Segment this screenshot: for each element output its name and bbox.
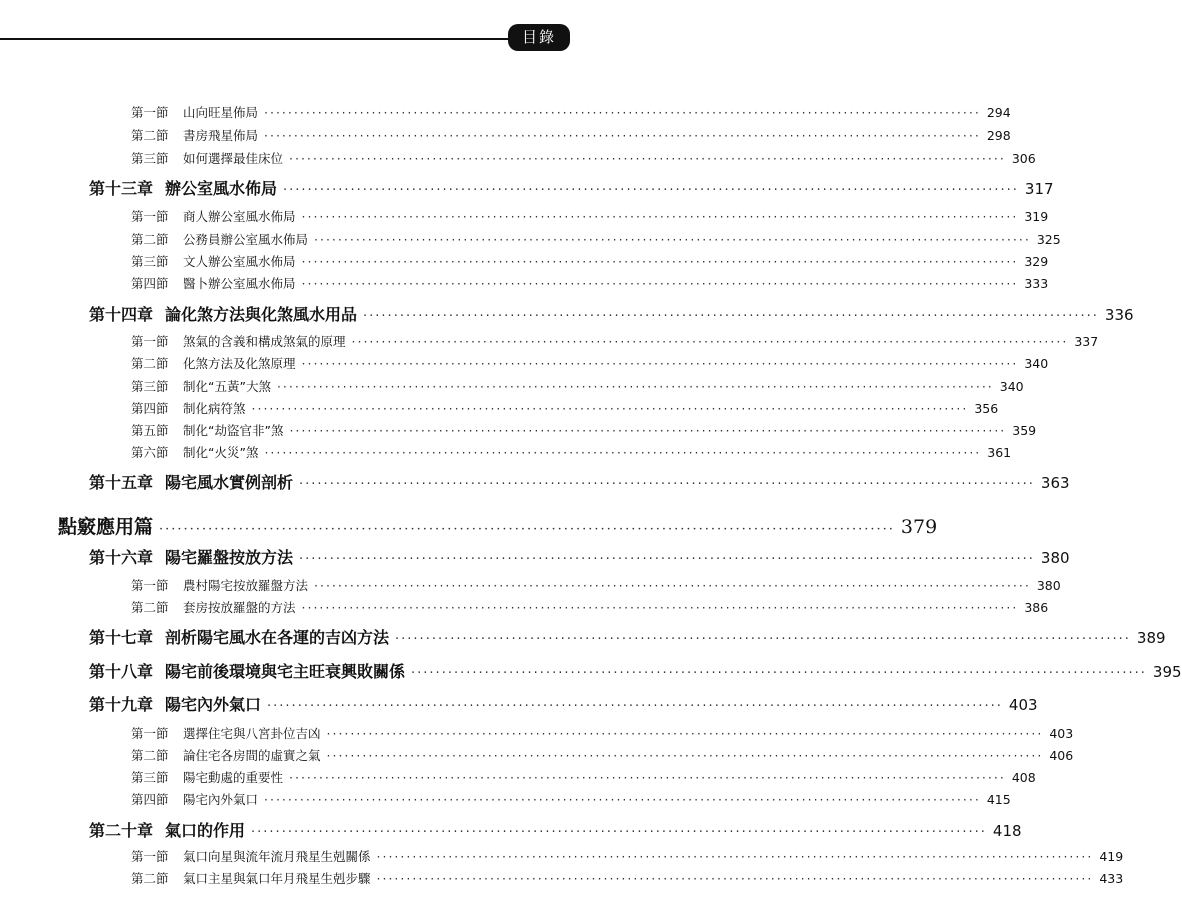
chapter-title: 論化煞方法與化煞風水用品 xyxy=(165,305,358,324)
page-number: 386 xyxy=(1024,600,1049,615)
dot-leader: ························································································································ xyxy=(289,423,1007,438)
chapter-entry xyxy=(89,302,1134,325)
section-title: 選擇住宅與八宮卦位吉凶 xyxy=(183,726,321,741)
section-label: 第二節 xyxy=(131,356,169,371)
section-entry xyxy=(131,230,1061,248)
dot-leader: ························································································································ xyxy=(351,334,1069,349)
dot-leader: ························································································································ xyxy=(264,128,981,143)
page-number: 419 xyxy=(1099,849,1124,864)
chapter-entry xyxy=(89,818,1022,841)
section-label: 第五節 xyxy=(131,423,169,438)
page-number: 415 xyxy=(986,792,1011,807)
section-entry xyxy=(131,847,1124,865)
section-entry xyxy=(131,332,1099,350)
page-number: 380 xyxy=(1036,578,1061,593)
section-title: 制化“五黃”大煞 xyxy=(183,379,271,394)
dot-leader: ························································································································ xyxy=(267,699,1003,714)
chapter-entry xyxy=(89,625,1166,648)
chapter-title: 陽宅前後環境與宅主旺衰興敗關係 xyxy=(165,662,406,681)
dot-leader: ························································································································ xyxy=(251,825,987,840)
section-label: 第三節 xyxy=(131,379,169,394)
section-title: 山向旺星佈局 xyxy=(183,105,259,120)
section-label: 第二節 xyxy=(131,600,169,615)
section-entry xyxy=(131,869,1124,887)
section-entry xyxy=(131,768,1036,786)
page-number: 403 xyxy=(1008,696,1038,714)
dot-leader: ························································································································ xyxy=(314,232,1031,247)
part-title: 點竅應用篇 xyxy=(58,516,154,538)
section-entry xyxy=(131,377,1024,395)
section-title: 套房按放羅盤的方法 xyxy=(183,600,296,615)
section-title: 氣口向星與流年流月飛星生剋關係 xyxy=(183,849,371,864)
section-label: 第二節 xyxy=(131,128,169,143)
dot-leader: ························································································································ xyxy=(299,552,1035,567)
page-number: 356 xyxy=(974,401,999,416)
chapter-label: 第十九章 xyxy=(89,695,154,714)
chapter-label: 第二十章 xyxy=(89,821,154,840)
section-title: 陽宅動處的重要性 xyxy=(183,770,284,785)
page-number: 433 xyxy=(1099,871,1124,886)
dot-leader: ························································································································ xyxy=(314,578,1031,593)
dot-leader: ························································································································ xyxy=(299,477,1035,492)
page-number: 298 xyxy=(986,128,1011,143)
dot-leader: ························································································································ xyxy=(159,522,895,537)
section-label: 第一節 xyxy=(131,578,169,593)
chapter-entry xyxy=(89,545,1070,568)
section-entry xyxy=(131,790,1011,808)
section-title: 制化病符煞 xyxy=(183,401,246,416)
section-entry xyxy=(131,274,1049,292)
dot-leader: ························································································································ xyxy=(411,666,1147,681)
section-entry xyxy=(131,724,1074,742)
page-number: 395 xyxy=(1152,663,1182,681)
dot-leader: ························································································································ xyxy=(264,792,981,807)
section-title: 公務員辦公室風水佈局 xyxy=(183,232,309,247)
page-number: 294 xyxy=(986,105,1011,120)
section-title: 文人辦公室風水佈局 xyxy=(183,254,296,269)
section-entry xyxy=(131,443,1012,461)
dot-leader: ························································································································ xyxy=(376,871,1094,886)
page-number: 361 xyxy=(987,445,1012,460)
chapter-entry xyxy=(89,176,1054,199)
section-label: 第三節 xyxy=(131,254,169,269)
section-label: 第三節 xyxy=(131,151,169,166)
dot-leader: ························································································································ xyxy=(283,183,1019,198)
page-number: 389 xyxy=(1136,629,1166,647)
chapter-label: 第十八章 xyxy=(89,662,154,681)
section-label: 第六節 xyxy=(131,445,169,460)
section-title: 醫卜辦公室風水佈局 xyxy=(183,276,296,291)
section-entry xyxy=(131,399,999,417)
dot-leader: ························································································································ xyxy=(301,254,1019,269)
section-label: 第二節 xyxy=(131,871,169,886)
section-label: 第一節 xyxy=(131,849,169,864)
section-entry xyxy=(131,252,1049,270)
dot-leader: ························································································································ xyxy=(301,356,1019,371)
section-entry xyxy=(131,126,1011,144)
dot-leader: ························································································································ xyxy=(326,726,1044,741)
chapter-label: 第十四章 xyxy=(89,305,154,324)
chapter-title: 陽宅內外氣口 xyxy=(165,695,262,714)
chapter-entry xyxy=(89,692,1038,715)
dot-leader: ························································································································ xyxy=(301,600,1019,615)
page-number: 418 xyxy=(992,822,1022,840)
page-number: 336 xyxy=(1104,306,1134,324)
section-label: 第四節 xyxy=(131,792,169,807)
chapter-title: 陽宅羅盤按放方法 xyxy=(165,548,294,567)
section-title: 如何選擇最佳床位 xyxy=(183,151,284,166)
section-label: 第一節 xyxy=(131,726,169,741)
dot-leader: ························································································································ xyxy=(301,276,1019,291)
page-number: 380 xyxy=(1040,549,1070,567)
dot-leader: ························································································································ xyxy=(264,105,981,120)
section-label: 第四節 xyxy=(131,401,169,416)
chapter-entry xyxy=(89,659,1182,682)
page-number: 329 xyxy=(1024,254,1049,269)
section-label: 第一節 xyxy=(131,334,169,349)
section-entry xyxy=(131,354,1049,372)
section-entry xyxy=(131,576,1061,594)
section-entry xyxy=(131,598,1049,616)
page-number: 337 xyxy=(1074,334,1099,349)
page-number: 325 xyxy=(1036,232,1061,247)
section-entry xyxy=(131,207,1049,225)
dot-leader: ························································································································ xyxy=(264,445,982,460)
chapter-title: 氣口的作用 xyxy=(165,821,246,840)
dot-leader: ························································································································ xyxy=(395,632,1131,647)
page-number: 379 xyxy=(900,516,938,538)
section-title: 氣口主星與氣口年月飛星生剋步驟 xyxy=(183,871,371,886)
page-number: 363 xyxy=(1040,474,1070,492)
header-rule xyxy=(0,38,510,40)
page-number: 408 xyxy=(1011,770,1036,785)
page-number: 359 xyxy=(1012,423,1037,438)
page-number: 340 xyxy=(999,379,1024,394)
section-title: 煞氣的含義和構成煞氣的原理 xyxy=(183,334,346,349)
section-title: 書房飛星佈局 xyxy=(183,128,259,143)
section-label: 第二節 xyxy=(131,748,169,763)
section-label: 第一節 xyxy=(131,209,169,224)
section-label: 第一節 xyxy=(131,105,169,120)
section-entry xyxy=(131,421,1037,439)
page-number: 319 xyxy=(1024,209,1049,224)
dot-leader: ························································································································ xyxy=(289,151,1006,166)
section-label: 第三節 xyxy=(131,770,169,785)
section-title: 制化“劫盜官非”煞 xyxy=(183,423,284,438)
dot-leader: ························································································································ xyxy=(276,379,994,394)
header-tab: 目錄 xyxy=(508,24,570,51)
part-entry xyxy=(50,512,938,539)
chapter-label: 第十五章 xyxy=(89,473,154,492)
section-title: 陽宅內外氣口 xyxy=(183,792,259,807)
page-number: 403 xyxy=(1049,726,1074,741)
dot-leader: ························································································································ xyxy=(376,849,1094,864)
chapter-label: 第十六章 xyxy=(89,548,154,567)
section-entry xyxy=(131,149,1036,167)
page-number: 333 xyxy=(1024,276,1049,291)
section-title: 商人辦公室風水佈局 xyxy=(183,209,296,224)
section-entry xyxy=(131,103,1011,121)
dot-leader: ························································································································ xyxy=(363,309,1099,324)
dot-leader: ························································································································ xyxy=(251,401,969,416)
section-title: 制化“火災”煞 xyxy=(183,445,259,460)
chapter-entry xyxy=(89,470,1070,493)
section-label: 第四節 xyxy=(131,276,169,291)
page-number: 317 xyxy=(1024,180,1054,198)
chapter-title: 剖析陽宅風水在各運的吉凶方法 xyxy=(165,628,390,647)
section-entry xyxy=(131,746,1074,764)
section-title: 論住宅各房間的虛實之氣 xyxy=(183,748,321,763)
chapter-label: 第十七章 xyxy=(89,628,154,647)
section-label: 第二節 xyxy=(131,232,169,247)
page-number: 406 xyxy=(1049,748,1074,763)
chapter-title: 辦公室風水佈局 xyxy=(165,179,278,198)
section-title: 農村陽宅按放羅盤方法 xyxy=(183,578,309,593)
section-title: 化煞方法及化煞原理 xyxy=(183,356,296,371)
chapter-label: 第十三章 xyxy=(89,179,154,198)
dot-leader: ························································································································ xyxy=(289,770,1006,785)
page-number: 306 xyxy=(1011,151,1036,166)
chapter-title: 陽宅風水實例剖析 xyxy=(165,473,294,492)
dot-leader: ························································································································ xyxy=(301,209,1019,224)
dot-leader: ························································································································ xyxy=(326,748,1044,763)
page-number: 340 xyxy=(1024,356,1049,371)
